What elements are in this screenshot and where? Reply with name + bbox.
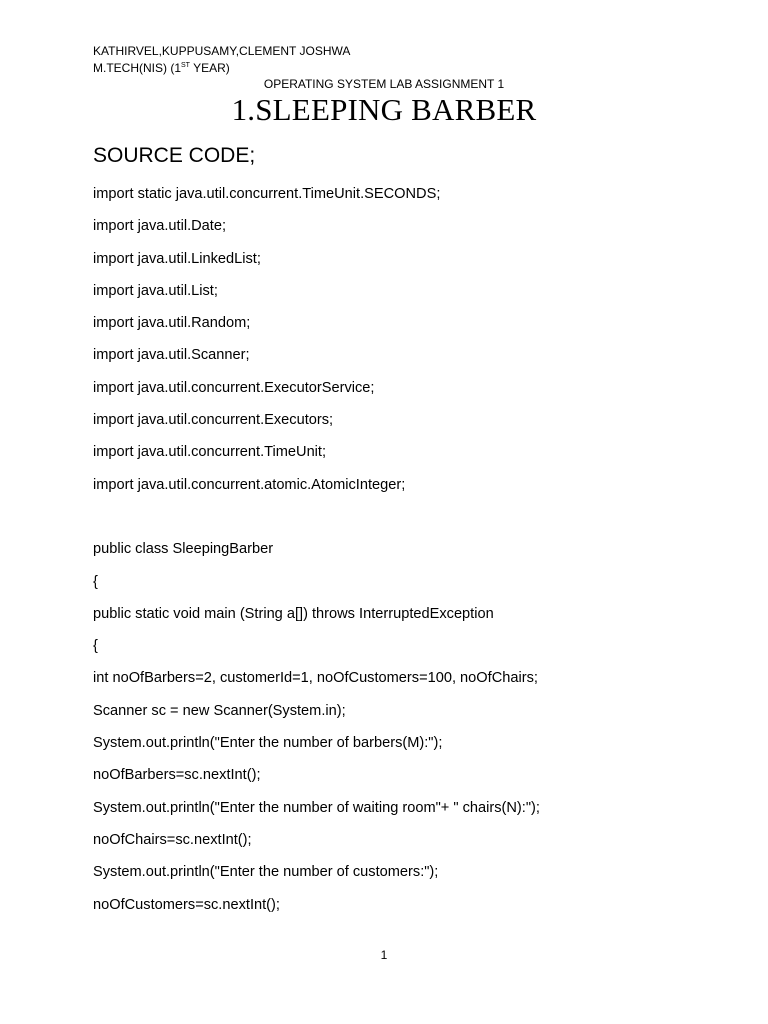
code-line: import java.util.Scanner; [93,347,250,364]
section-heading: SOURCE CODE; [93,144,256,167]
code-line: import java.util.LinkedList; [93,250,261,267]
author-names: KATHIRVEL,KUPPUSAMY,CLEMENT JOSHWA [93,44,351,58]
code-line: import java.util.concurrent.atomic.AtomicInteger; [93,476,406,493]
code-line: noOfCustomers=sc.nextInt(); [93,896,280,913]
code-line: import java.util.concurrent.Executors; [93,412,334,429]
code-line: Scanner sc = new Scanner(System.in); [93,702,346,719]
program-line [93,61,230,75]
source-code-block [93,184,733,927]
code-line: import java.util.Random; [93,315,251,332]
code-line: { [93,638,98,655]
code-line: import java.util.concurrent.TimeUnit; [93,444,327,461]
document-title: 1.SLEEPING BARBER [231,92,537,127]
assignment-heading: OPERATING SYSTEM LAB ASSIGNMENT 1 [263,77,505,91]
code-line: System.out.println("Enter the number of barbers(M):"); [93,735,443,752]
code-line: System.out.println("Enter the number of customers:"); [93,864,439,881]
code-line: import java.util.concurrent.ExecutorService; [93,379,375,396]
program-prefix: M.TECH(NIS) (1 [93,61,181,75]
code-line: public class SleepingBarber [93,541,274,558]
code-line [93,507,733,539]
code-line: int noOfBarbers=2, customerId=1, noOfCustomers=100, noOfChairs; [93,670,538,687]
code-line: { [93,573,98,590]
code-line: noOfBarbers=sc.nextInt(); [93,767,261,784]
program-superscript: ST [181,62,190,69]
code-line: public static void main (String a[]) throws InterruptedException [93,605,494,622]
code-line: System.out.println("Enter the number of waiting room"+ " chairs(N):"); [93,799,540,816]
program-suffix: YEAR) [189,61,230,75]
code-line: import static java.util.concurrent.TimeUnit.SECONDS; [93,186,441,202]
code-line: import java.util.Date; [93,218,227,235]
code-line: noOfChairs=sc.nextInt(); [93,831,252,848]
page-number: 1 [380,948,388,962]
code-line: import java.util.List; [93,282,218,299]
